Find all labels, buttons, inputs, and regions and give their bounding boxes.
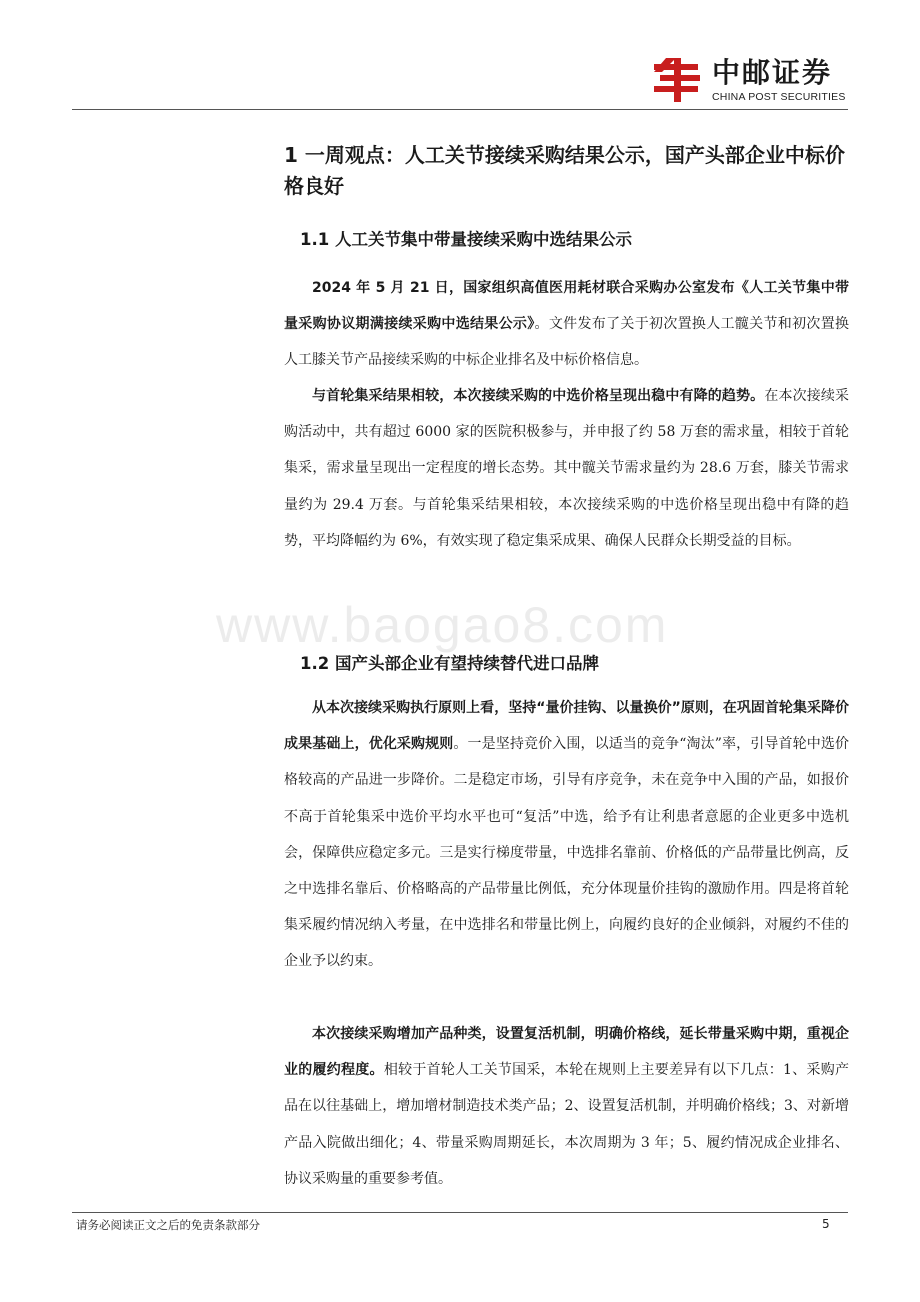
paragraph-lead-bold: 2024 年 5 月 21 日，国家组织高值医用耗材联合采购办公室发布《人工关节集中带量采购协议期满接续采购中选结果公示》: [284, 280, 849, 333]
header-divider: [72, 109, 848, 110]
paragraph-1-1-b: [284, 378, 849, 559]
paragraph-1-2-b: [284, 1016, 849, 1197]
footer-disclaimer: 请务必阅读正文之后的免责条款部分: [76, 1218, 260, 1232]
company-name-en: CHINA POST SECURITIES: [712, 91, 846, 103]
china-post-logo-icon: [652, 56, 704, 104]
page-header: [0, 0, 920, 130]
paragraph-body: 在本次接续采购活动中，共有超过 6000 家的医院积极参与，并申报了约 58 万套的需求量，相较于首轮集采，需求量呈现出一定程度的增长态势。其中髋关节需求量约为 28.6 万套，膝关节需求量约为 29.4 万套。与首轮集采结果相较，本次接续采购的中选价格呈现出稳中有降的趋势，平均降幅约为 6%，有效实现了稳定集采成果、确保人民群众长期受益的目标。: [284, 388, 850, 549]
paragraph-lead-bold: 本次接续采购增加产品种类，设置复活机制，明确价格线，延长带量采购中期，重视企业的履约程度。: [284, 1026, 849, 1079]
watermark: www.baogao8.com: [216, 597, 669, 653]
subsection-heading-1-2: 1.2 国产头部企业有望持续替代进口品牌: [300, 654, 599, 673]
paragraph-body: 相较于首轮人工关节国采，本轮在规则上主要差异有以下几点：1、采购产品在以往基础上，增加增材制造技术类产品；2、设置复活机制，并明确价格线；3、对新增产品入院做出细化；4、带量采购周期延长，本次周期为 3 年；5、履约情况成企业排名、协议采购量的重要参考值。: [284, 1062, 849, 1187]
section-heading-1: 1 一周观点：人工关节接续采购结果公示，国产头部企业中标价格良好: [284, 143, 845, 198]
paragraph-lead-bold: 与首轮集采结果相较，本次接续采购的中选价格呈现出稳中有降的趋势。: [312, 388, 765, 404]
paragraph-1-1-a: [284, 270, 849, 379]
footer-divider: [72, 1212, 848, 1213]
company-name-cn: 中邮证券: [712, 56, 833, 89]
paragraph-1-2-a: [284, 690, 849, 980]
page-number: 5: [822, 1217, 830, 1231]
paragraph-lead-bold: 从本次接续采购执行原则上看，坚持“量价挂钩、以量换价”原则，在巩固首轮集采降价成果基础上，优化采购规则: [284, 700, 849, 753]
subsection-heading-1-1: 1.1 人工关节集中带量接续采购中选结果公示: [300, 230, 632, 249]
paragraph-body: 。一是坚持竞价入围，以适当的竞争“淘汰”率，引导首轮中选价格较高的产品进一步降价。二是稳定市场，引导有序竞争，未在竞争中入围的产品，如报价不高于首轮集采中选价平均水平也可“复活”中选，给予有让利患者意愿的企业更多中选机会，保障供应稳定多元。三是实行梯度带量，中选排名靠前、价格低的产品带量比例高，反之中选排名靠后、价格略高的产品带量比例低，充分体现量价挂钩的激励作用。四是将首轮集采履约情况纳入考量，在中选排名和带量比例上，向履约良好的企业倾斜，对履约不佳的企业予以约束。: [284, 736, 849, 970]
paragraph-body: 。文件发布了关于初次置换人工髋关节和初次置换人工膝关节产品接续采购的中标企业排名及中标价格信息。: [284, 316, 850, 369]
